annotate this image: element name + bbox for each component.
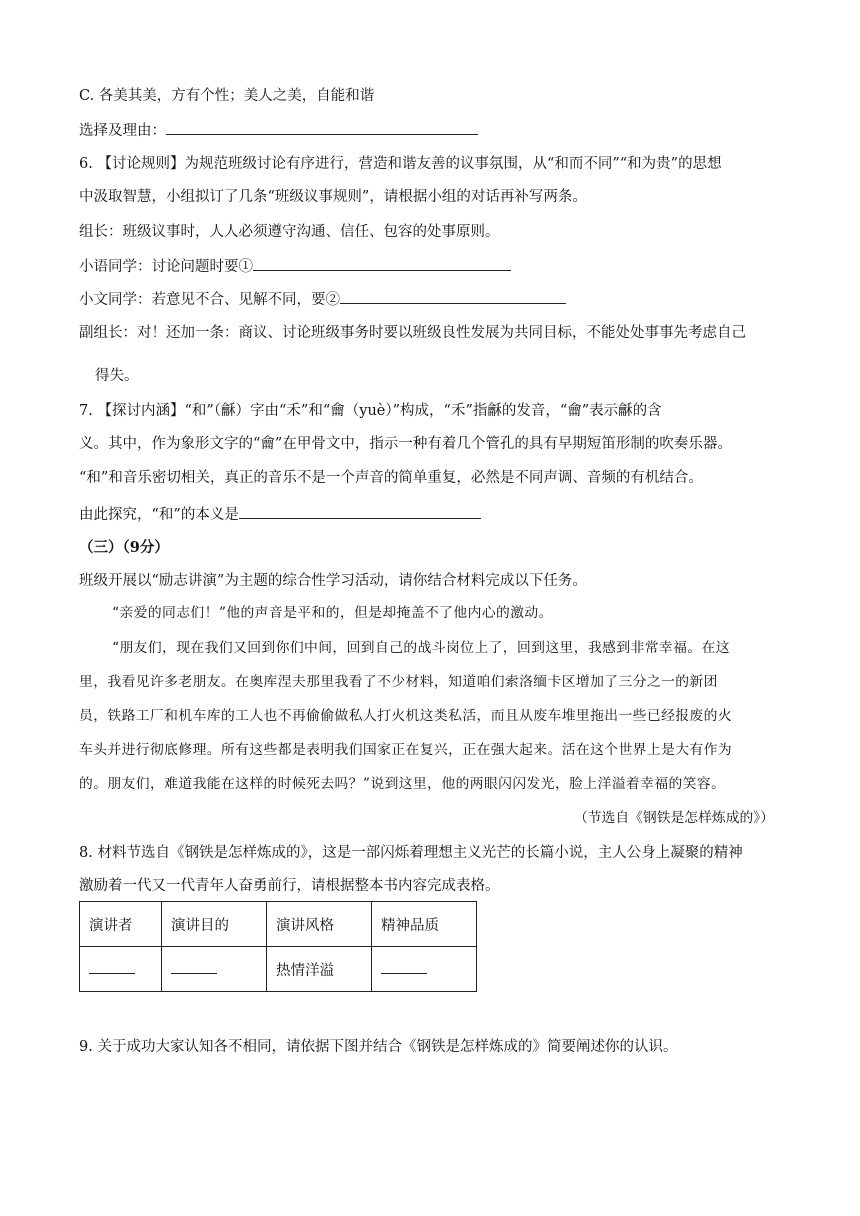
q6-vice-line2: 得失。	[95, 368, 139, 384]
q8-line2: 激励着一代又一代青年人奋勇前行，请根据整本书内容完成表格。	[79, 878, 500, 894]
passage-p2-line5: 的。朋友们，难道我能在这样的时候死去吗？”说到这里，他的两眼闪闪发光，脸上洋溢着幸福的笑容。	[79, 776, 726, 792]
passage-p2-line3: 员，铁路工厂和机车库的工人也不再偷偷做私人打火机这类私活，而且从废车堆里拖出一些已经报废的火	[79, 708, 733, 724]
passage-source: （节选自《钢铁是怎样炼成的》）	[573, 810, 774, 826]
passage-p1: “亲爱的同志们！”他的声音是平和的，但是却掩盖不了他内心的激动。	[112, 605, 553, 621]
choice-reason-blank[interactable]	[166, 120, 478, 135]
q6-xiaowen-line	[79, 289, 566, 310]
cell-purpose[interactable]	[162, 947, 267, 992]
speech-table	[79, 901, 477, 992]
cell-purpose-blank[interactable]	[171, 961, 217, 974]
q6-vice-line1: 副组长：对！还加一条：商议、讨论班级事务时要以班级良性发展为共同目标，不能处处事事先考虑自己	[79, 325, 746, 341]
passage-p2-line2: 里，我看见许多老朋友。在奥库涅夫那里我看了不少材料，知道咱们索洛缅卡区增加了三分之一的新团	[79, 674, 718, 690]
cell-quality[interactable]	[372, 947, 477, 992]
header-speaker: 演讲者	[80, 902, 162, 947]
cell-speaker-blank[interactable]	[89, 961, 135, 974]
header-quality: 精神品质	[372, 902, 477, 947]
choice-reason-line	[79, 120, 478, 141]
section-3-intro: 班级开展以“励志讲演”为主题的综合性学习活动，请你结合材料完成以下任务。	[79, 573, 587, 589]
section-3-heading: （三）（9分）	[79, 539, 169, 556]
q6-line2: 中汲取智慧，小组拟订了几条“班级议事规则”，请根据小组的对话再补写两条。	[79, 189, 587, 205]
q7-line2: 义。其中，作为象形文字的“龠”在甲骨文中，指示一种有着几个管孔的具有早期短笛形制的吹奏乐器。	[79, 436, 732, 452]
q6-leader: 组长：班级议事时，人人必须遵守沟通、信任、包容的处事原则。	[79, 224, 500, 240]
option-c: C. 各美其美，方有个性；美人之美，自能和谐	[79, 88, 375, 104]
q7-prompt: 由此探究，“和”的本义是	[79, 507, 239, 523]
choice-reason-label: 选择及理由：	[79, 123, 166, 139]
passage-p2-line4: 车头并进行彻底修理。所有这些都是表明我们国家正在复兴，正在强大起来。活在这个世界上是大有作为	[79, 742, 733, 758]
q8-line1: 8. 材料节选自《钢铁是怎样炼成的》，这是一部闪烁着理想主义光芒的长篇小说，主人公身上凝聚的精神	[79, 845, 743, 861]
q6-xiaoyu-line	[79, 256, 511, 277]
cell-style: 热情洋溢	[267, 947, 372, 992]
q7-line4	[79, 504, 481, 525]
q6-blank-1[interactable]	[253, 256, 511, 271]
q6-xiaowen-label: 小文同学：若意见不合、见解不同，要②	[79, 292, 340, 308]
header-purpose: 演讲目的	[162, 902, 267, 947]
q7-blank[interactable]	[239, 504, 481, 519]
cell-speaker[interactable]	[80, 947, 162, 992]
header-style: 演讲风格	[267, 902, 372, 947]
q9-line1: 9. 关于成功大家认知各不相同，请依据下图并结合《钢铁是怎样炼成的》简要阐述你的认识。	[79, 1039, 678, 1055]
table-row	[80, 947, 477, 992]
q7-line1: 7. 【探讨内涵】“和”（龢）字由“禾”和“龠（yuè）”构成，“禾”指龢的发音，“龠”表示龢的含	[79, 403, 662, 419]
q6-blank-2[interactable]	[340, 289, 566, 304]
q6-line1: 6. 【讨论规则】为规范班级讨论有序进行，营造和谐友善的议事氛围，从“和而不同”“和为贵”的思想	[79, 156, 722, 172]
q7-line3: “和”和音乐密切相关，真正的音乐不是一个声音的简单重复，必然是不同声调、音频的有机结合。	[79, 470, 703, 486]
table-header-row	[80, 902, 477, 947]
q6-xiaoyu-label: 小语同学：讨论问题时要①	[79, 259, 253, 275]
passage-p2-line1: “朋友们，现在我们又回到你们中间，回到自己的战斗岗位上了，回到这里，我感到非常幸福。在这	[112, 640, 730, 656]
cell-quality-blank[interactable]	[381, 961, 427, 974]
